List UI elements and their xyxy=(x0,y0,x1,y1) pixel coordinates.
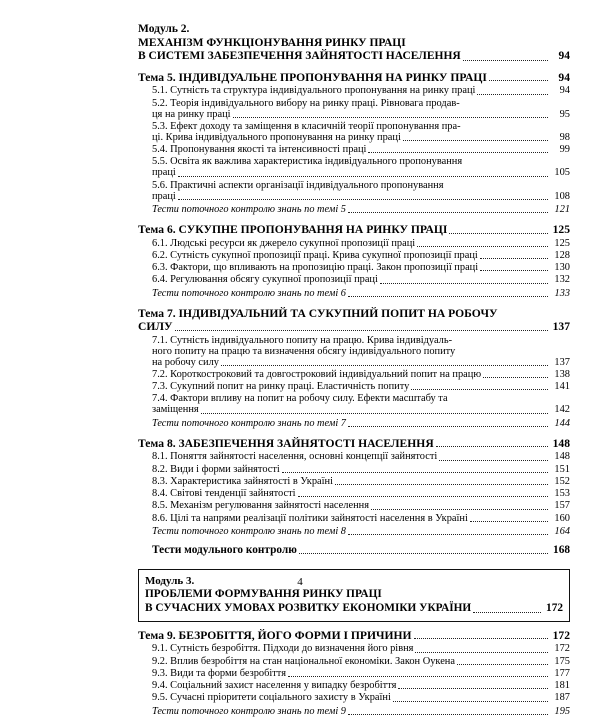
list-item-label: 8.1. Поняття зайнятості населення, основні концепції зайнятості xyxy=(152,451,438,463)
list-item-last-line xyxy=(152,357,570,369)
list-item-page: 157 xyxy=(554,500,570,512)
leader-dots xyxy=(457,664,548,665)
test-label: Тести поточного контролю знань по темі 5 xyxy=(152,203,346,215)
leader-dots xyxy=(348,534,548,535)
leader-dots xyxy=(233,117,548,118)
leader-dots xyxy=(398,688,548,689)
list-item-label: 5.3. Ефект доходу та заміщення в класичній теорії пропонування пра- xyxy=(152,120,461,132)
list-item-label: 8.3. Характеристика зайнятості в Україні xyxy=(152,475,333,487)
list-item-page: 148 xyxy=(554,451,570,463)
leader-dots xyxy=(348,426,548,427)
list-item-label: 8.4. Світові тенденції зайнятості xyxy=(152,488,296,500)
list-item-label: 7.1. Сутність індивідуального попиту на працю. Крива індивідуаль- xyxy=(152,334,453,346)
leader-dots xyxy=(178,199,548,200)
leader-dots xyxy=(477,94,548,95)
theme-9-title: Тема 9. БЕЗРОБІТТЯ, ЙОГО ФОРМИ І ПРИЧИНИ xyxy=(138,628,412,642)
list-item[interactable] xyxy=(152,680,570,692)
list-item-page: 132 xyxy=(554,274,570,286)
list-item-label-continued: ці. Крива індивідуального пропонування на ринку праці xyxy=(152,131,401,143)
module-2-title-line-2: В СИСТЕМІ ЗАБЕЗПЕЧЕННЯ ЗАЙНЯТОСТІ НАСЕЛЕННЯ xyxy=(138,50,461,63)
list-item[interactable] xyxy=(152,238,570,250)
list-item-page: 137 xyxy=(554,356,570,368)
list-item[interactable] xyxy=(152,85,570,97)
list-item-label: 9.2. Вплив безробіття на стан національної економіки. Закон Оукена xyxy=(152,655,455,667)
theme-6-subitems xyxy=(138,238,570,287)
list-item[interactable] xyxy=(152,513,570,525)
list-item[interactable] xyxy=(152,262,570,274)
list-item-page: 128 xyxy=(554,249,570,261)
list-item-page: 160 xyxy=(554,512,570,524)
module-2-page: 94 xyxy=(558,50,570,63)
theme-5-test-row[interactable] xyxy=(138,204,570,216)
list-item-label: 5.6. Практичні аспекти організації індивідуального пропонування xyxy=(152,179,444,191)
list-item[interactable] xyxy=(152,335,570,369)
leader-dots xyxy=(473,612,541,613)
leader-dots xyxy=(348,212,548,213)
theme-7-title-continued: СИЛУ xyxy=(138,319,173,333)
test-page: 133 xyxy=(554,287,570,299)
list-item-label: 7.3. Сукупний попит на ринку праці. Еластичність попиту xyxy=(152,381,410,393)
leader-dots xyxy=(403,140,548,141)
list-item-label: 6.3. Фактори, що впливають на пропозицію праці. Закон пропозиції праці xyxy=(152,262,479,274)
leader-dots xyxy=(335,484,548,485)
list-item[interactable] xyxy=(152,156,570,179)
list-item-page: 125 xyxy=(554,237,570,249)
list-item-page: 177 xyxy=(554,667,570,679)
list-item-label: 6.2. Сутність сукупної пропозиції праці. Крива сукупної пропозиції праці xyxy=(152,249,478,261)
leader-dots xyxy=(480,270,548,271)
list-item-last-line xyxy=(152,167,570,179)
list-item[interactable] xyxy=(152,393,570,416)
list-item-label: 5.2. Теорія індивідуального вибору на ринку праці. Рівновага продав- xyxy=(152,97,460,109)
test-label: Тести поточного контролю знань по темі 7 xyxy=(152,417,346,429)
list-item-page: 152 xyxy=(554,475,570,487)
leader-dots xyxy=(288,676,548,677)
test-page: 164 xyxy=(554,526,570,538)
module-3-title-line-2-row xyxy=(145,602,563,616)
list-item-page: 138 xyxy=(554,368,570,380)
leader-dots xyxy=(380,283,548,284)
theme-7-title-row-2[interactable] xyxy=(138,320,570,334)
theme-8-subitems xyxy=(138,451,570,525)
list-item-label: 8.6. Цілі та напрями реалізації політики зайнятості населення в Україні xyxy=(152,512,468,524)
list-item-last-line xyxy=(152,109,570,121)
table-of-contents xyxy=(138,22,570,718)
theme-7-test-row[interactable] xyxy=(138,418,570,430)
list-item[interactable] xyxy=(152,656,570,668)
leader-dots xyxy=(175,330,548,331)
list-item-page: 172 xyxy=(554,643,570,655)
theme-5-title-row[interactable] xyxy=(138,71,570,85)
toc-theme-8[interactable] xyxy=(138,437,570,451)
list-item-page: 187 xyxy=(554,692,570,704)
test-page: 121 xyxy=(554,203,570,215)
list-item-page: 142 xyxy=(554,404,570,416)
list-item-page: 108 xyxy=(554,190,570,202)
toc-theme-7[interactable] xyxy=(138,307,570,334)
leader-dots xyxy=(414,638,548,639)
list-item[interactable] xyxy=(152,144,570,156)
theme-9-page: 172 xyxy=(552,628,570,642)
leader-dots xyxy=(178,176,548,177)
list-item-last-line xyxy=(152,404,570,416)
list-item-page: 130 xyxy=(554,262,570,274)
list-item-page: 105 xyxy=(554,167,570,179)
module-2-heading xyxy=(138,22,570,64)
list-item-page: 151 xyxy=(554,463,570,475)
theme-5-page: 94 xyxy=(558,70,570,84)
list-item[interactable] xyxy=(152,488,570,500)
list-item-label-continued-2: на робочу силу xyxy=(152,356,219,368)
theme-5-title: Тема 5. ІНДИВІДУАЛЬНЕ ПРОПОНУВАННЯ НА РИНКУ ПРАЦІ xyxy=(138,70,487,84)
leader-dots xyxy=(436,446,548,447)
theme-8-title-row[interactable] xyxy=(138,437,570,451)
list-item-label: 6.4. Регулювання обсягу сукупної пропозиції праці xyxy=(152,274,378,286)
module-3-title-line-1: ПРОБЛЕМИ ФОРМУВАННЯ РИНКУ ПРАЦІ xyxy=(145,588,382,601)
list-item[interactable] xyxy=(152,643,570,655)
leader-dots xyxy=(348,714,548,715)
leader-dots xyxy=(417,246,548,247)
module-2-label: Модуль 2. xyxy=(138,23,190,35)
list-item-label-continued: ця на ринку праці xyxy=(152,108,231,120)
list-item-label: 8.5. Механізм регулювання зайнятості населення xyxy=(152,500,369,512)
modular-test-label: Тести модульного контролю xyxy=(152,544,297,557)
leader-dots xyxy=(371,509,548,510)
list-item-label-continued: праці xyxy=(152,190,176,202)
module-2-title-line-2-row xyxy=(138,50,570,64)
leader-dots xyxy=(298,496,548,497)
toc-theme-5[interactable] xyxy=(138,71,570,85)
test-page: 195 xyxy=(554,705,570,717)
list-item-label-continued: заміщення xyxy=(152,404,199,416)
list-item[interactable] xyxy=(152,274,570,286)
list-item-label: 8.2. Види і форми зайнятості xyxy=(152,463,280,475)
leader-dots xyxy=(411,389,548,390)
module-3-page: 172 xyxy=(546,602,563,615)
list-item[interactable] xyxy=(152,121,570,144)
module-2-control-tests-row[interactable] xyxy=(138,544,570,557)
list-item-label: 6.1. Людські ресурси як джерело сукупної пропозиції праці xyxy=(152,237,416,249)
test-label: Тести поточного контролю знань по темі 6 xyxy=(152,287,346,299)
modular-test-page: 168 xyxy=(553,544,570,557)
leader-dots xyxy=(415,652,548,653)
list-item-label: 9.3. Види та форми безробіття xyxy=(152,667,286,679)
test-page: 144 xyxy=(554,417,570,429)
list-item-label: 9.5. Сучасні пріоритети соціального захисту в Україні xyxy=(152,692,391,704)
theme-9-title-row[interactable] xyxy=(138,629,570,643)
leader-dots xyxy=(201,413,548,414)
page-number: 4 xyxy=(297,576,303,588)
list-item[interactable] xyxy=(152,451,570,463)
module-2-title-line-1: МЕХАНІЗМ ФУНКЦІОНУВАННЯ РИНКУ ПРАЦІ xyxy=(138,37,406,50)
theme-6-page: 125 xyxy=(552,223,570,236)
leader-dots xyxy=(299,553,548,554)
list-item[interactable] xyxy=(152,464,570,476)
leader-dots xyxy=(439,460,548,461)
theme-9-test-row[interactable] xyxy=(138,706,570,718)
theme-7-page: 137 xyxy=(552,319,570,333)
leader-dots xyxy=(368,152,548,153)
theme-6-title-row[interactable] xyxy=(138,223,570,237)
list-item-page: 99 xyxy=(559,144,570,156)
theme-6-title: Тема 6. СУКУПНЕ ПРОПОНУВАННЯ НА РИНКУ ПРАЦІ xyxy=(138,223,448,236)
leader-dots xyxy=(483,377,548,378)
list-item-page: 95 xyxy=(559,108,570,120)
list-item[interactable] xyxy=(152,668,570,680)
leader-dots xyxy=(463,60,548,61)
leader-dots xyxy=(470,521,548,522)
list-item-label-continued: праці xyxy=(152,167,176,179)
list-item-page: 153 xyxy=(554,488,570,500)
leader-dots xyxy=(221,365,548,366)
theme-8-title: Тема 8. ЗАБЕЗПЕЧЕННЯ ЗАЙНЯТОСТІ НАСЕЛЕННЯ xyxy=(138,436,434,450)
leader-dots xyxy=(480,258,548,259)
list-item[interactable] xyxy=(152,692,570,704)
test-label: Тести поточного контролю знань по темі 8 xyxy=(152,526,346,538)
toc-theme-9[interactable] xyxy=(138,629,570,643)
leader-dots xyxy=(489,80,548,81)
list-item-page: 94 xyxy=(559,85,570,97)
list-item-label: 5.4. Пропонування якості та інтенсивності праці xyxy=(152,144,367,156)
list-item-label: 7.4. Фактори впливу на попит на робочу силу. Ефекти масштабу та xyxy=(152,393,448,405)
list-item-label: 9.4. Соціальний захист населення у випадку безробіття xyxy=(152,680,397,692)
test-label: Тести поточного контролю знань по темі 9 xyxy=(152,705,346,717)
list-item-last-line xyxy=(152,132,570,144)
list-item[interactable] xyxy=(152,98,570,121)
list-item[interactable] xyxy=(152,250,570,262)
theme-5-subitems xyxy=(138,85,570,203)
module-3-title-line-2: В СУЧАСНИХ УМОВАХ РОЗВИТКУ ЕКОНОМІКИ УКРАЇНИ xyxy=(145,602,472,615)
list-item[interactable] xyxy=(152,476,570,488)
leader-dots xyxy=(282,472,548,473)
list-item-label: 5.5. Освіта як важлива характеристика індивідуального пропонування xyxy=(152,156,463,168)
list-item-page: 181 xyxy=(554,680,570,692)
list-item-label: 5.1. Сутність та структура індивідуального пропонування на ринку праці xyxy=(152,85,476,97)
list-item-label: 9.1. Сутність безробіття. Підходи до визначення його рівня xyxy=(152,643,414,655)
list-item-page: 141 xyxy=(554,381,570,393)
list-item-page: 175 xyxy=(554,655,570,667)
toc-theme-6[interactable] xyxy=(138,223,570,237)
list-item[interactable] xyxy=(152,381,570,393)
list-item-label-continued: ного попиту на працю та визначення обсягу індивідуального попиту xyxy=(152,345,456,357)
list-item-label: 7.2. Короткостроковий та довгостроковий індивідуальний попит на працю xyxy=(152,368,482,380)
theme-8-test-row[interactable] xyxy=(138,526,570,538)
list-item[interactable] xyxy=(152,500,570,512)
theme-8-page: 148 xyxy=(552,436,570,450)
list-item[interactable] xyxy=(152,369,570,381)
theme-7-title: Тема 7. ІНДИВІДУАЛЬНИЙ ТА СУКУПНИЙ ПОПИТ НА РОБОЧУ xyxy=(138,306,498,320)
list-item[interactable] xyxy=(152,180,570,203)
theme-7-subitems xyxy=(138,335,570,417)
module-3-label: Модуль 3. xyxy=(145,575,195,588)
leader-dots xyxy=(393,701,548,702)
list-item-page: 98 xyxy=(559,131,570,143)
list-item-last-line xyxy=(152,191,570,203)
theme-6-test-row[interactable] xyxy=(138,288,570,300)
leader-dots xyxy=(348,296,548,297)
leader-dots xyxy=(449,233,548,234)
theme-9-subitems xyxy=(138,643,570,704)
